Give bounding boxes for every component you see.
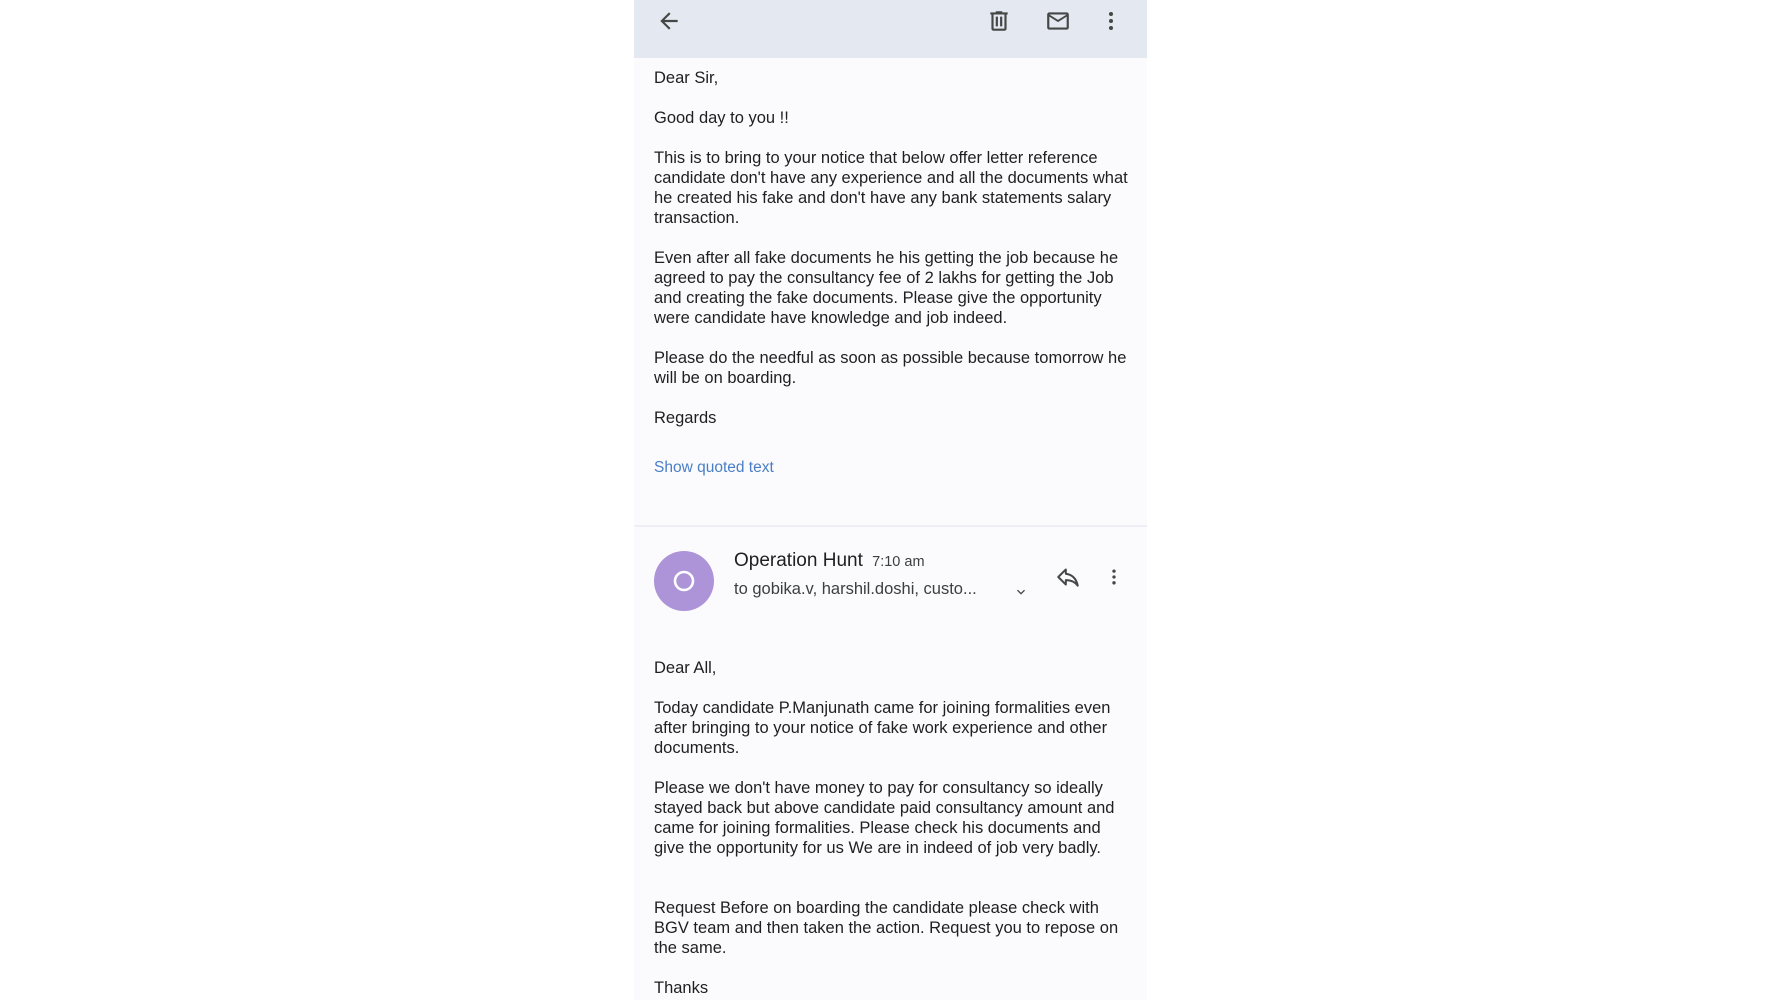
message1-paragraph: Regards bbox=[654, 409, 717, 427]
message2-paragraph: Please we don't have money to pay for consultancy so ideally stayed back but above candidate paid consultancy amount and came for joining formalities. Please check his documents and give the opportunity for us We are in indeed of job very badly. bbox=[654, 779, 1115, 857]
sender-line[interactable] bbox=[734, 550, 925, 572]
back-button[interactable] bbox=[652, 4, 686, 38]
top-app-bar bbox=[634, 0, 1147, 58]
mail-icon bbox=[1044, 8, 1072, 34]
message2-paragraph: Thanks bbox=[654, 979, 709, 997]
message2-paragraph: Today candidate P.Manjunath came for joining formalities even after bringing to your notice of fake work experience and other documents. bbox=[654, 699, 1111, 757]
more-vert-icon bbox=[1099, 8, 1123, 34]
chevron-down-icon bbox=[1013, 584, 1029, 600]
message1-paragraph: Dear Sir, bbox=[654, 69, 719, 87]
email-viewer bbox=[634, 0, 1147, 1000]
message1-paragraph: Good day to you !! bbox=[654, 109, 789, 127]
avatar-letter-icon bbox=[671, 568, 697, 594]
sender-name: Operation Hunt bbox=[734, 550, 863, 571]
more-options-button[interactable] bbox=[1098, 4, 1124, 38]
message2-paragraph: Dear All, bbox=[654, 659, 717, 677]
recipients[interactable]: to gobika.v, harshil.doshi, custo... bbox=[734, 580, 977, 598]
avatar[interactable] bbox=[654, 551, 714, 611]
message1-paragraph: Even after all fake documents he his getting the job because he agreed to pay the consultancy fee of 2 lakhs for getting the Job and creating the fake documents. Please give the opportunity were candidate have knowledge and job indeed. bbox=[654, 249, 1119, 327]
mark-unread-button[interactable] bbox=[1039, 4, 1077, 38]
message-time: 7:10 am bbox=[872, 554, 925, 570]
message1-paragraph: This is to bring to your notice that below offer letter reference candidate don't have any experience and all the documents what he created his fake and don't have any bank statements salary transaction. bbox=[654, 149, 1128, 227]
reply-icon bbox=[1055, 564, 1081, 590]
more-vert-icon bbox=[1104, 564, 1124, 590]
reply-button[interactable] bbox=[1051, 562, 1085, 592]
message1-paragraph: Please do the needful as soon as possible because tomorrow he will be on boarding. bbox=[654, 349, 1127, 387]
back-arrow-icon bbox=[656, 8, 682, 34]
message-divider bbox=[634, 525, 1147, 527]
message-more-options-button[interactable] bbox=[1104, 562, 1124, 592]
expand-recipients-button[interactable] bbox=[1012, 583, 1030, 601]
delete-button[interactable] bbox=[982, 4, 1016, 38]
message2-paragraph: Request Before on boarding the candidate please check with BGV team and then taken the action. Request you to repose on the same. bbox=[654, 899, 1119, 957]
show-quoted-text-link[interactable]: Show quoted text bbox=[654, 459, 774, 476]
trash-icon bbox=[986, 8, 1012, 34]
